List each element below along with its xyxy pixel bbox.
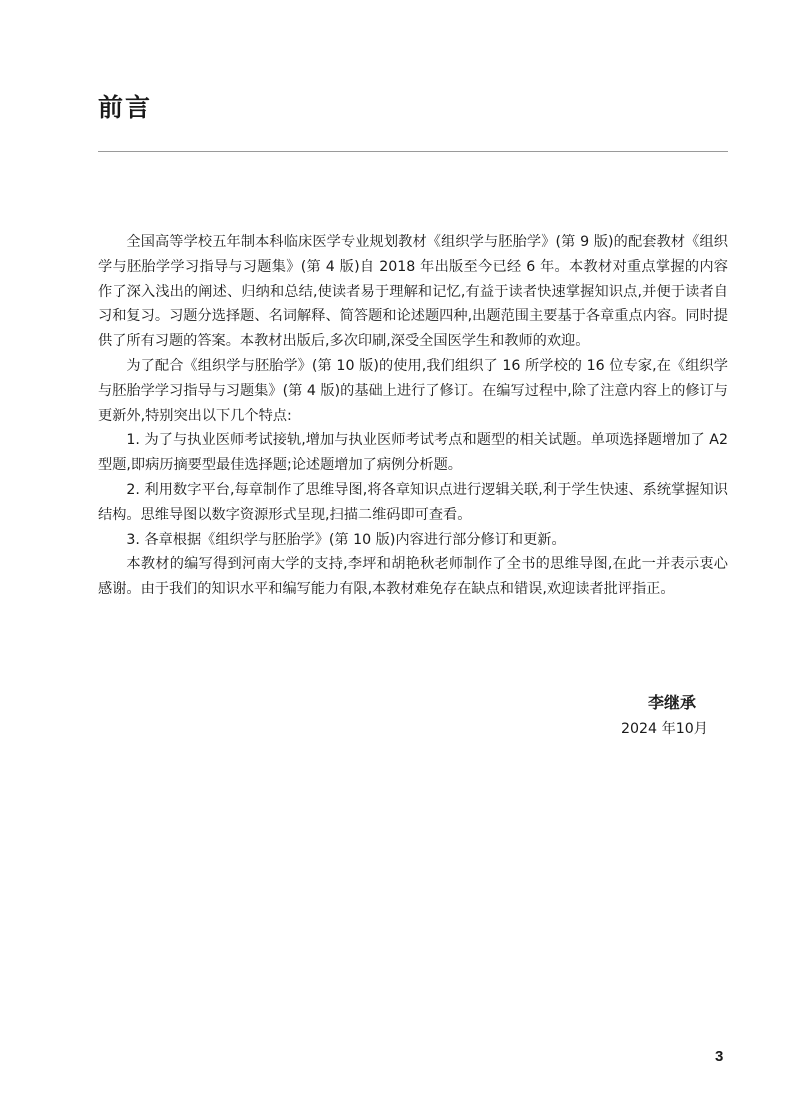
paragraph: 全国高等学校五年制本科临床医学专业规划教材《组织学与胚胎学》(第 9 版)的配套教材《组织学与胚胎学学习指导与习题集》(第 4 版)自 2018 年出版至今已经 6 年。本教材对重点掌握的内容作了深入浅出的阐述、归纳和总结,使读者易于理解和记忆,有益于读者快速掌握知识点,并便于读者自习和复习。习题分选择题、名词解释、简答题和论述题四种,出题范围主要基于各章重点内容。同时提供了所有习题的答案。本教材出版后,多次印刷,深受全国医学生和教师的欢迎。 (98, 234, 728, 350)
signature-date: 2024 年10月 (620, 721, 708, 737)
list-item: 1. 为了与执业医师考试接轨,增加与执业医师考试考点和题型的相关试题。单项选择题增加了 A2 型题,即病历摘要型最佳选择题;论述题增加了病例分析题。 (98, 432, 728, 474)
paragraph: 为了配合《组织学与胚胎学》(第 10 版)的使用,我们组织了 16 所学校的 16 位专家,在《组织学与胚胎学学习指导与习题集》(第 4 版)的基础上进行了修订。在编写过程中,除了注意内容上的修订与更新外,特别突出以下几个特点: (98, 357, 728, 424)
page-number: 3 (715, 1048, 724, 1065)
list-item: 2. 利用数字平台,每章制作了思维导图,将各章知识点进行逻辑关联,利于学生快速、系统掌握知识结构。思维导图以数字资源形式呈现,扫描二维码即可查看。 (98, 481, 728, 523)
author-name: 李继承 (647, 693, 696, 712)
signature-block (621, 690, 708, 742)
paragraph: 本教材的编写得到河南大学的支持,李坪和胡艳秋老师制作了全书的思维导图,在此一并表示衷心感谢。由于我们的知识水平和编写能力有限,本教材难免存在缺点和错误,欢迎读者批评指正。 (98, 556, 728, 598)
title-divider (98, 151, 728, 152)
preface-body (98, 230, 728, 602)
list-item: 3. 各章根据《组织学与胚胎学》(第 10 版)内容进行部分修订和更新。 (126, 531, 566, 548)
page-title: 前言 (98, 93, 153, 122)
